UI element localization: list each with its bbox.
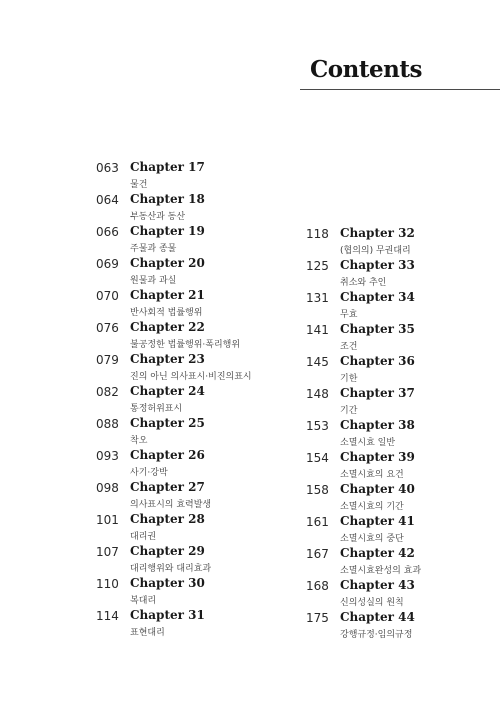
page-number: 082 bbox=[96, 385, 119, 399]
page-number: 145 bbox=[306, 355, 329, 369]
page-number: 168 bbox=[306, 579, 329, 593]
chapter-label: Chapter 31 bbox=[130, 608, 205, 622]
chapter-label: Chapter 30 bbox=[130, 576, 205, 590]
page-number: 066 bbox=[96, 225, 119, 239]
chapter-label: Chapter 40 bbox=[340, 482, 415, 496]
page-number: 079 bbox=[96, 353, 119, 367]
chapter-label: Chapter 17 bbox=[130, 160, 205, 174]
toc-entry[interactable] bbox=[306, 258, 496, 290]
toc-entry[interactable] bbox=[306, 322, 496, 354]
chapter-subtitle: 무효 bbox=[340, 310, 358, 320]
chapter-subtitle: 소멸시효의 기간 bbox=[340, 502, 404, 512]
page-number: 093 bbox=[96, 449, 119, 463]
toc-entry[interactable] bbox=[96, 448, 286, 480]
chapter-subtitle: 신의성실의 원칙 bbox=[340, 598, 404, 608]
toc-entry[interactable] bbox=[96, 544, 286, 576]
chapter-label: Chapter 25 bbox=[130, 416, 205, 430]
page-number: 069 bbox=[96, 257, 119, 271]
contents-column-right bbox=[306, 226, 496, 642]
chapter-subtitle: 부동산과 동산 bbox=[130, 212, 186, 222]
page-title: Contents bbox=[310, 56, 422, 83]
toc-entry[interactable] bbox=[96, 160, 286, 192]
page-number: 161 bbox=[306, 515, 329, 529]
chapter-subtitle: 조건 bbox=[340, 342, 358, 352]
page-number: 141 bbox=[306, 323, 329, 337]
chapter-subtitle: 통정허위표시 bbox=[130, 404, 183, 414]
toc-entry[interactable] bbox=[306, 450, 496, 482]
page-number: 154 bbox=[306, 451, 329, 465]
toc-entry[interactable] bbox=[306, 482, 496, 514]
chapter-subtitle: 진의 아닌 의사표시·비진의표시 bbox=[130, 372, 252, 382]
chapter-label: Chapter 38 bbox=[340, 418, 415, 432]
toc-entry[interactable] bbox=[306, 610, 496, 642]
page-number: 125 bbox=[306, 259, 329, 273]
toc-entry[interactable] bbox=[96, 224, 286, 256]
toc-entry[interactable] bbox=[306, 418, 496, 450]
toc-entry[interactable] bbox=[306, 546, 496, 578]
chapter-subtitle: 원물과 과실 bbox=[130, 276, 177, 286]
chapter-label: Chapter 21 bbox=[130, 288, 205, 302]
toc-entry[interactable] bbox=[96, 352, 286, 384]
toc-entry[interactable] bbox=[96, 480, 286, 512]
toc-entry[interactable] bbox=[96, 192, 286, 224]
chapter-label: Chapter 22 bbox=[130, 320, 205, 334]
chapter-label: Chapter 35 bbox=[340, 322, 415, 336]
chapter-label: Chapter 28 bbox=[130, 512, 205, 526]
toc-entry[interactable] bbox=[96, 288, 286, 320]
chapter-subtitle: 소멸시효의 요건 bbox=[340, 470, 404, 480]
chapter-label: Chapter 23 bbox=[130, 352, 205, 366]
chapter-subtitle: 취소와 추인 bbox=[340, 278, 387, 288]
toc-entry[interactable] bbox=[96, 320, 286, 352]
page-number: 063 bbox=[96, 161, 119, 175]
chapter-subtitle: 주물과 종물 bbox=[130, 244, 177, 254]
chapter-label: Chapter 24 bbox=[130, 384, 205, 398]
chapter-label: Chapter 37 bbox=[340, 386, 415, 400]
page-number: 131 bbox=[306, 291, 329, 305]
toc-entry[interactable] bbox=[306, 226, 496, 258]
chapter-label: Chapter 41 bbox=[340, 514, 415, 528]
toc-entry[interactable] bbox=[96, 512, 286, 544]
toc-entry[interactable] bbox=[96, 608, 286, 640]
chapter-label: Chapter 27 bbox=[130, 480, 205, 494]
chapter-label: Chapter 19 bbox=[130, 224, 205, 238]
page-number: 110 bbox=[96, 577, 119, 591]
page-number: 107 bbox=[96, 545, 119, 559]
chapter-label: Chapter 43 bbox=[340, 578, 415, 592]
chapter-subtitle: 강행규정·임의규정 bbox=[340, 630, 413, 640]
chapter-subtitle: (협의의) 무권대리 bbox=[340, 246, 411, 256]
chapter-subtitle: 기간 bbox=[340, 406, 358, 416]
toc-entry[interactable] bbox=[306, 514, 496, 546]
toc-entry[interactable] bbox=[306, 290, 496, 322]
chapter-subtitle: 착오 bbox=[130, 436, 148, 446]
chapter-label: Chapter 29 bbox=[130, 544, 205, 558]
chapter-subtitle: 반사회적 법률행위 bbox=[130, 308, 203, 318]
toc-entry[interactable] bbox=[96, 416, 286, 448]
page-number: 076 bbox=[96, 321, 119, 335]
chapter-subtitle: 소멸시효완성의 효과 bbox=[340, 566, 422, 576]
toc-entry[interactable] bbox=[306, 354, 496, 386]
page-number: 101 bbox=[96, 513, 119, 527]
chapter-subtitle: 사기·강박 bbox=[130, 468, 168, 478]
chapter-label: Chapter 33 bbox=[340, 258, 415, 272]
chapter-subtitle: 기한 bbox=[340, 374, 358, 384]
page-number: 153 bbox=[306, 419, 329, 433]
title-rule bbox=[300, 89, 500, 90]
chapter-subtitle: 의사표시의 효력발생 bbox=[130, 500, 212, 510]
chapter-subtitle: 소멸시효 일반 bbox=[340, 438, 396, 448]
page-number: 175 bbox=[306, 611, 329, 625]
toc-entry[interactable] bbox=[306, 386, 496, 418]
contents-column-left bbox=[96, 160, 286, 640]
chapter-subtitle: 소멸시효의 중단 bbox=[340, 534, 404, 544]
page-number: 167 bbox=[306, 547, 329, 561]
toc-entry[interactable] bbox=[96, 256, 286, 288]
chapter-subtitle: 대리권 bbox=[130, 532, 157, 542]
toc-entry[interactable] bbox=[96, 576, 286, 608]
chapter-subtitle: 대리행위와 대리효과 bbox=[130, 564, 212, 574]
chapter-label: Chapter 26 bbox=[130, 448, 205, 462]
page-number: 088 bbox=[96, 417, 119, 431]
chapter-subtitle: 복대리 bbox=[130, 596, 157, 606]
page-number: 064 bbox=[96, 193, 119, 207]
toc-entry[interactable] bbox=[96, 384, 286, 416]
chapter-label: Chapter 34 bbox=[340, 290, 415, 304]
page-number: 098 bbox=[96, 481, 119, 495]
chapter-label: Chapter 42 bbox=[340, 546, 415, 560]
chapter-label: Chapter 39 bbox=[340, 450, 415, 464]
chapter-label: Chapter 32 bbox=[340, 226, 415, 240]
chapter-label: Chapter 18 bbox=[130, 192, 205, 206]
chapter-label: Chapter 36 bbox=[340, 354, 415, 368]
page-number: 158 bbox=[306, 483, 329, 497]
chapter-label: Chapter 44 bbox=[340, 610, 415, 624]
chapter-subtitle: 불공정한 법률행위·폭리행위 bbox=[130, 340, 241, 350]
chapter-label: Chapter 20 bbox=[130, 256, 205, 270]
page-number: 118 bbox=[306, 227, 329, 241]
page-number: 070 bbox=[96, 289, 119, 303]
page-number: 148 bbox=[306, 387, 329, 401]
chapter-subtitle: 표현대리 bbox=[130, 628, 165, 638]
page-number: 114 bbox=[96, 609, 119, 623]
chapter-subtitle: 물건 bbox=[130, 180, 148, 190]
toc-entry[interactable] bbox=[306, 578, 496, 610]
